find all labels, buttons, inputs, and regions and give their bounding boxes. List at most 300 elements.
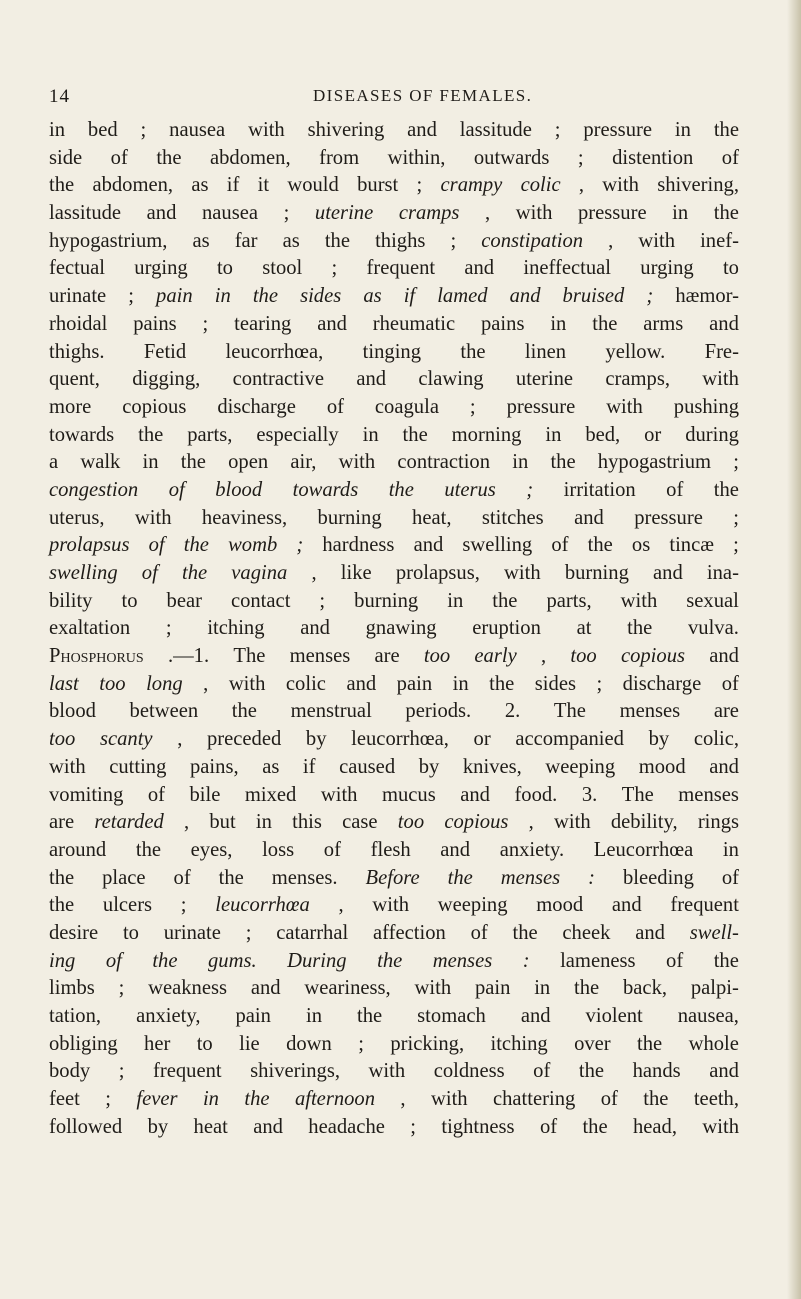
text-line [49, 588, 739, 616]
word: ; [128, 285, 134, 308]
word: heaviness, [201, 506, 288, 529]
word: pricking, [390, 1032, 465, 1055]
word: with [554, 811, 591, 834]
word: and [440, 838, 471, 861]
word: the [218, 866, 244, 889]
word: or [644, 423, 662, 446]
word: in [255, 811, 272, 834]
word: the [637, 1032, 663, 1055]
word: hardness [322, 534, 395, 557]
word: are [374, 645, 400, 668]
word: ; [596, 672, 603, 695]
word: with [602, 174, 639, 197]
text-line [49, 200, 739, 228]
word: like [340, 562, 372, 584]
word: heat [193, 1115, 228, 1138]
word: the [138, 423, 164, 446]
word: Fre- [704, 340, 739, 363]
word: of [721, 146, 739, 169]
word: , [540, 645, 547, 668]
word: ; [554, 119, 561, 141]
text-line [49, 311, 739, 339]
word: of [539, 1115, 558, 1138]
word: stool [262, 257, 303, 280]
word: bility [49, 589, 93, 612]
text-line [49, 726, 739, 754]
word: hypogastrium, [49, 229, 168, 252]
word: and [460, 783, 490, 806]
word: uterine [515, 368, 574, 391]
word: ; [105, 1088, 111, 1111]
word: of [173, 866, 191, 889]
word: ; [450, 229, 457, 252]
word: shivering, [657, 174, 739, 197]
word: with [638, 229, 676, 252]
italic-word: ; [646, 285, 654, 308]
word: copious [122, 395, 187, 418]
word: cramps, [605, 368, 670, 391]
word: , [177, 728, 183, 751]
word: in [142, 451, 159, 474]
word: 3. [581, 783, 598, 806]
word: menses. [271, 866, 338, 889]
word: tinging [362, 340, 422, 363]
word: the [357, 1005, 383, 1027]
word: ; [283, 202, 290, 225]
word: frequent [366, 257, 436, 280]
word: the [402, 423, 428, 446]
word: ; [469, 395, 476, 418]
word: parts, [187, 423, 233, 446]
italic-word: pain [156, 285, 193, 308]
word: urinate [163, 921, 221, 944]
word: itching [490, 1032, 548, 1055]
page-number: 14 [49, 86, 70, 107]
word: .—1. [167, 645, 210, 668]
word: ; [118, 1060, 125, 1083]
word: rheumatic [372, 312, 456, 335]
word: cheek [562, 921, 611, 944]
word: , [400, 1088, 406, 1111]
word: thighs. [49, 340, 105, 363]
italic-word: congestion [49, 478, 139, 501]
word: as [262, 755, 280, 778]
word: the [713, 949, 739, 972]
word: blood [49, 700, 96, 723]
word: mucus [381, 783, 436, 806]
word: fectual [49, 257, 106, 280]
word: of [147, 783, 166, 806]
word: in [545, 423, 562, 446]
page-header [49, 86, 719, 108]
word: as [282, 229, 300, 252]
italic-word: afternoon [294, 1088, 376, 1111]
word: linen [524, 340, 567, 363]
word: Fetid [143, 340, 187, 363]
italic-word: copious [620, 645, 686, 668]
word: between [129, 700, 199, 723]
italic-word: the [388, 478, 414, 501]
word: as [191, 174, 209, 197]
word: os [631, 534, 651, 557]
word: in [49, 119, 66, 141]
italic-word: cramps [398, 202, 460, 225]
word: and [709, 755, 739, 778]
word: parts, [546, 589, 592, 612]
word: weeping [437, 894, 508, 917]
text-line [49, 228, 739, 256]
word: hands [632, 1060, 681, 1083]
word: menses [289, 645, 351, 668]
text-line [49, 809, 739, 837]
italic-word: swell- [689, 921, 739, 944]
word: pressure [577, 202, 647, 225]
word: digging, [132, 368, 201, 391]
word: towards [49, 423, 115, 446]
word: pushing [673, 395, 739, 418]
word: teeth, [693, 1088, 739, 1111]
word: limbs [49, 977, 95, 1000]
word: uterus, [49, 506, 105, 529]
word: inef- [700, 229, 739, 252]
word: headache [308, 1115, 385, 1138]
italic-word: of [148, 534, 165, 557]
word: abdomen, [92, 174, 174, 197]
word: food. [514, 783, 558, 806]
italic-word: last [49, 672, 79, 695]
word: menses [619, 700, 681, 723]
word: morning [451, 423, 522, 446]
word: by [418, 755, 440, 778]
italic-word: the [252, 285, 278, 308]
text-line [49, 449, 739, 477]
word: with [414, 977, 452, 1000]
word: pain [235, 1005, 271, 1027]
word: case [342, 811, 378, 834]
italic-word: of [168, 478, 185, 501]
text-line [49, 560, 739, 588]
word: vomiting [49, 783, 124, 806]
word: pressure [583, 119, 652, 141]
text-line [49, 145, 739, 173]
word: weeping [545, 755, 616, 778]
italic-word: swelling [49, 562, 118, 584]
word: would [287, 174, 339, 197]
italic-word: too [570, 645, 597, 668]
italic-word: : [522, 949, 530, 972]
word: catarrhal [276, 921, 349, 944]
italic-word: the [377, 949, 403, 972]
word: but [209, 811, 236, 834]
word: accompanied [515, 728, 624, 751]
word: and [300, 617, 330, 640]
word: and [250, 977, 281, 1000]
word: 2. [504, 700, 521, 723]
word: mixed [244, 783, 297, 806]
italic-word: ; [296, 534, 304, 557]
word: to [121, 589, 138, 612]
word: by [147, 1115, 169, 1138]
italic-word: retarded [94, 811, 164, 834]
word: rhoidal [49, 312, 108, 335]
text-line [49, 172, 739, 200]
word: pains [133, 312, 177, 335]
text-line [49, 1114, 739, 1142]
word: with [49, 755, 86, 778]
smallcaps-word: Phosphorus [49, 645, 144, 668]
text-line [49, 892, 739, 920]
italic-word: fever [136, 1088, 178, 1111]
italic-word: the [183, 534, 209, 557]
italic-word: womb [228, 534, 278, 557]
word: frequent [153, 1060, 222, 1083]
word: irritation [563, 478, 636, 501]
word: anxiety, [136, 1005, 201, 1027]
word: with [228, 672, 266, 695]
word: of [110, 146, 128, 169]
text-line [49, 1058, 739, 1086]
word: with [134, 506, 172, 529]
word: to [722, 257, 739, 280]
word: followed [49, 1115, 123, 1138]
word: in [452, 672, 469, 695]
word: shivering [307, 119, 385, 141]
word: ina- [706, 562, 739, 584]
word: the [592, 312, 618, 335]
word: and [653, 562, 683, 584]
word: of [470, 921, 488, 944]
italic-word: if [403, 285, 416, 308]
word: desire [49, 921, 99, 944]
word: the [460, 340, 486, 363]
word: especially [256, 423, 339, 446]
word: burning [317, 506, 382, 529]
word: with [372, 894, 410, 917]
word: and [253, 1115, 283, 1138]
word: Leucorrhœa [593, 838, 694, 861]
word: pain [396, 672, 433, 695]
word: , [338, 894, 344, 917]
word: if [302, 755, 316, 778]
word: leucorrhœa, [351, 728, 449, 751]
text-line [49, 255, 739, 283]
text-line [49, 698, 739, 726]
word: with [504, 562, 541, 584]
word: the [574, 977, 600, 1000]
word: the [512, 921, 538, 944]
word: ; [180, 894, 187, 917]
word: loss [262, 838, 295, 861]
word: this [292, 811, 322, 834]
word: whole [688, 1032, 739, 1055]
word: in [672, 202, 689, 225]
text-line [49, 339, 739, 367]
word: flesh [370, 838, 411, 861]
word: the [587, 534, 613, 557]
word: the [489, 672, 515, 695]
word: lassitude [49, 202, 122, 225]
word: the [49, 174, 75, 197]
text-line [49, 422, 739, 450]
word: in [550, 312, 567, 335]
word: open [228, 451, 269, 474]
word: in [362, 423, 379, 446]
word: ; [331, 257, 338, 280]
word: ; [733, 451, 739, 474]
word: contractive [232, 368, 325, 391]
word: with [338, 451, 376, 474]
word: urging [640, 257, 694, 280]
word: in [674, 119, 691, 141]
word: in [305, 1005, 322, 1027]
word: and [146, 202, 177, 225]
word: bear [166, 589, 202, 612]
word: clawing [418, 368, 484, 391]
word: side [49, 146, 83, 169]
word: air, [290, 451, 317, 474]
word: within, [387, 146, 446, 169]
word: debility, [610, 811, 678, 834]
word: to [122, 921, 139, 944]
word: tearing [234, 312, 292, 335]
word: affection [372, 921, 446, 944]
word: vulva. [687, 617, 739, 640]
word: the [492, 589, 518, 612]
word: cutting [109, 755, 167, 778]
word: in [447, 589, 464, 612]
text-line [49, 643, 739, 671]
word: the [324, 229, 350, 252]
italic-word: in [202, 1088, 219, 1111]
word: bleeding [622, 866, 694, 889]
word: with [515, 202, 553, 225]
word: anxiety. [499, 838, 565, 861]
word: the [713, 478, 739, 501]
word: gnawing [365, 617, 437, 640]
word: quent, [49, 368, 100, 391]
word: and [611, 894, 642, 917]
text-line [49, 366, 739, 394]
word: shiverings, [250, 1060, 340, 1083]
italic-word: uterus [444, 478, 496, 501]
word: as [192, 229, 210, 252]
word: urinate [49, 285, 107, 308]
word: outwards [473, 146, 550, 169]
word: , [608, 229, 614, 252]
word: discharge [622, 672, 702, 695]
italic-word: the [244, 1088, 270, 1111]
italic-word: blood [215, 478, 263, 501]
word: coagula [374, 395, 439, 418]
italic-word: sides [300, 285, 342, 308]
word: and [407, 119, 437, 141]
word: nausea [201, 202, 258, 225]
word: the [582, 1115, 608, 1138]
italic-word: ; [526, 478, 534, 501]
italic-word: scanty [99, 728, 153, 751]
word: tightness [441, 1115, 515, 1138]
word: ; [733, 506, 739, 529]
word: or [473, 728, 491, 751]
word: and [346, 672, 377, 695]
word: leucorrhœa, [225, 340, 324, 363]
word: of [600, 1088, 618, 1111]
word: mood [638, 755, 686, 778]
word: burning [354, 589, 419, 612]
word: bed [87, 119, 118, 141]
text-line [49, 671, 739, 699]
word: by [305, 728, 327, 751]
word: lassitude [459, 119, 532, 141]
word: ulcers [102, 894, 153, 917]
word: it [257, 174, 270, 197]
word: , [203, 672, 209, 695]
word: head, [632, 1115, 678, 1138]
word: and [520, 1005, 551, 1027]
italic-word: too [423, 645, 451, 668]
italic-word: lamed [437, 285, 488, 308]
word: with [368, 1060, 406, 1083]
word: obliging [49, 1032, 118, 1055]
word: arms [643, 312, 684, 335]
word: during [685, 423, 739, 446]
word: more [49, 395, 92, 418]
word: of [721, 866, 739, 889]
word: heat, [412, 506, 452, 529]
word: eyes, [190, 838, 233, 861]
word: weariness, [304, 977, 391, 1000]
word: to [216, 257, 233, 280]
word: bed, [585, 423, 621, 446]
word: coldness [433, 1060, 505, 1083]
italic-word: the [152, 949, 178, 972]
word: walk [80, 451, 121, 474]
italic-word: of [105, 949, 122, 972]
word: the [49, 866, 75, 889]
word: lie [239, 1032, 260, 1055]
word: pressure [634, 506, 703, 529]
word: by [648, 728, 670, 751]
word: , [311, 562, 317, 584]
italic-word: early [474, 645, 517, 668]
word: rings [697, 811, 739, 834]
word: and [317, 312, 347, 335]
italic-word: too [99, 672, 126, 695]
word: ; [733, 534, 739, 557]
word: are [49, 811, 75, 834]
italic-word: vagina [231, 562, 288, 584]
italic-word: leucorrhœa [215, 894, 310, 917]
word: colic [285, 672, 326, 695]
word: ; [165, 617, 172, 640]
word: swelling [462, 534, 533, 557]
word: the [231, 700, 257, 723]
word: with [702, 1115, 739, 1138]
word: of [326, 395, 344, 418]
text-line [49, 754, 739, 782]
italic-word: ing [49, 949, 76, 972]
word: ; [577, 146, 584, 169]
word: if [226, 174, 240, 197]
word: distention [612, 146, 694, 169]
word: feet [49, 1088, 80, 1111]
word: and [413, 534, 444, 557]
word: eruption [472, 617, 541, 640]
italic-word: gums. [207, 949, 257, 972]
word: back, [623, 977, 668, 1000]
word: and [709, 1060, 739, 1083]
text-line [49, 117, 739, 145]
